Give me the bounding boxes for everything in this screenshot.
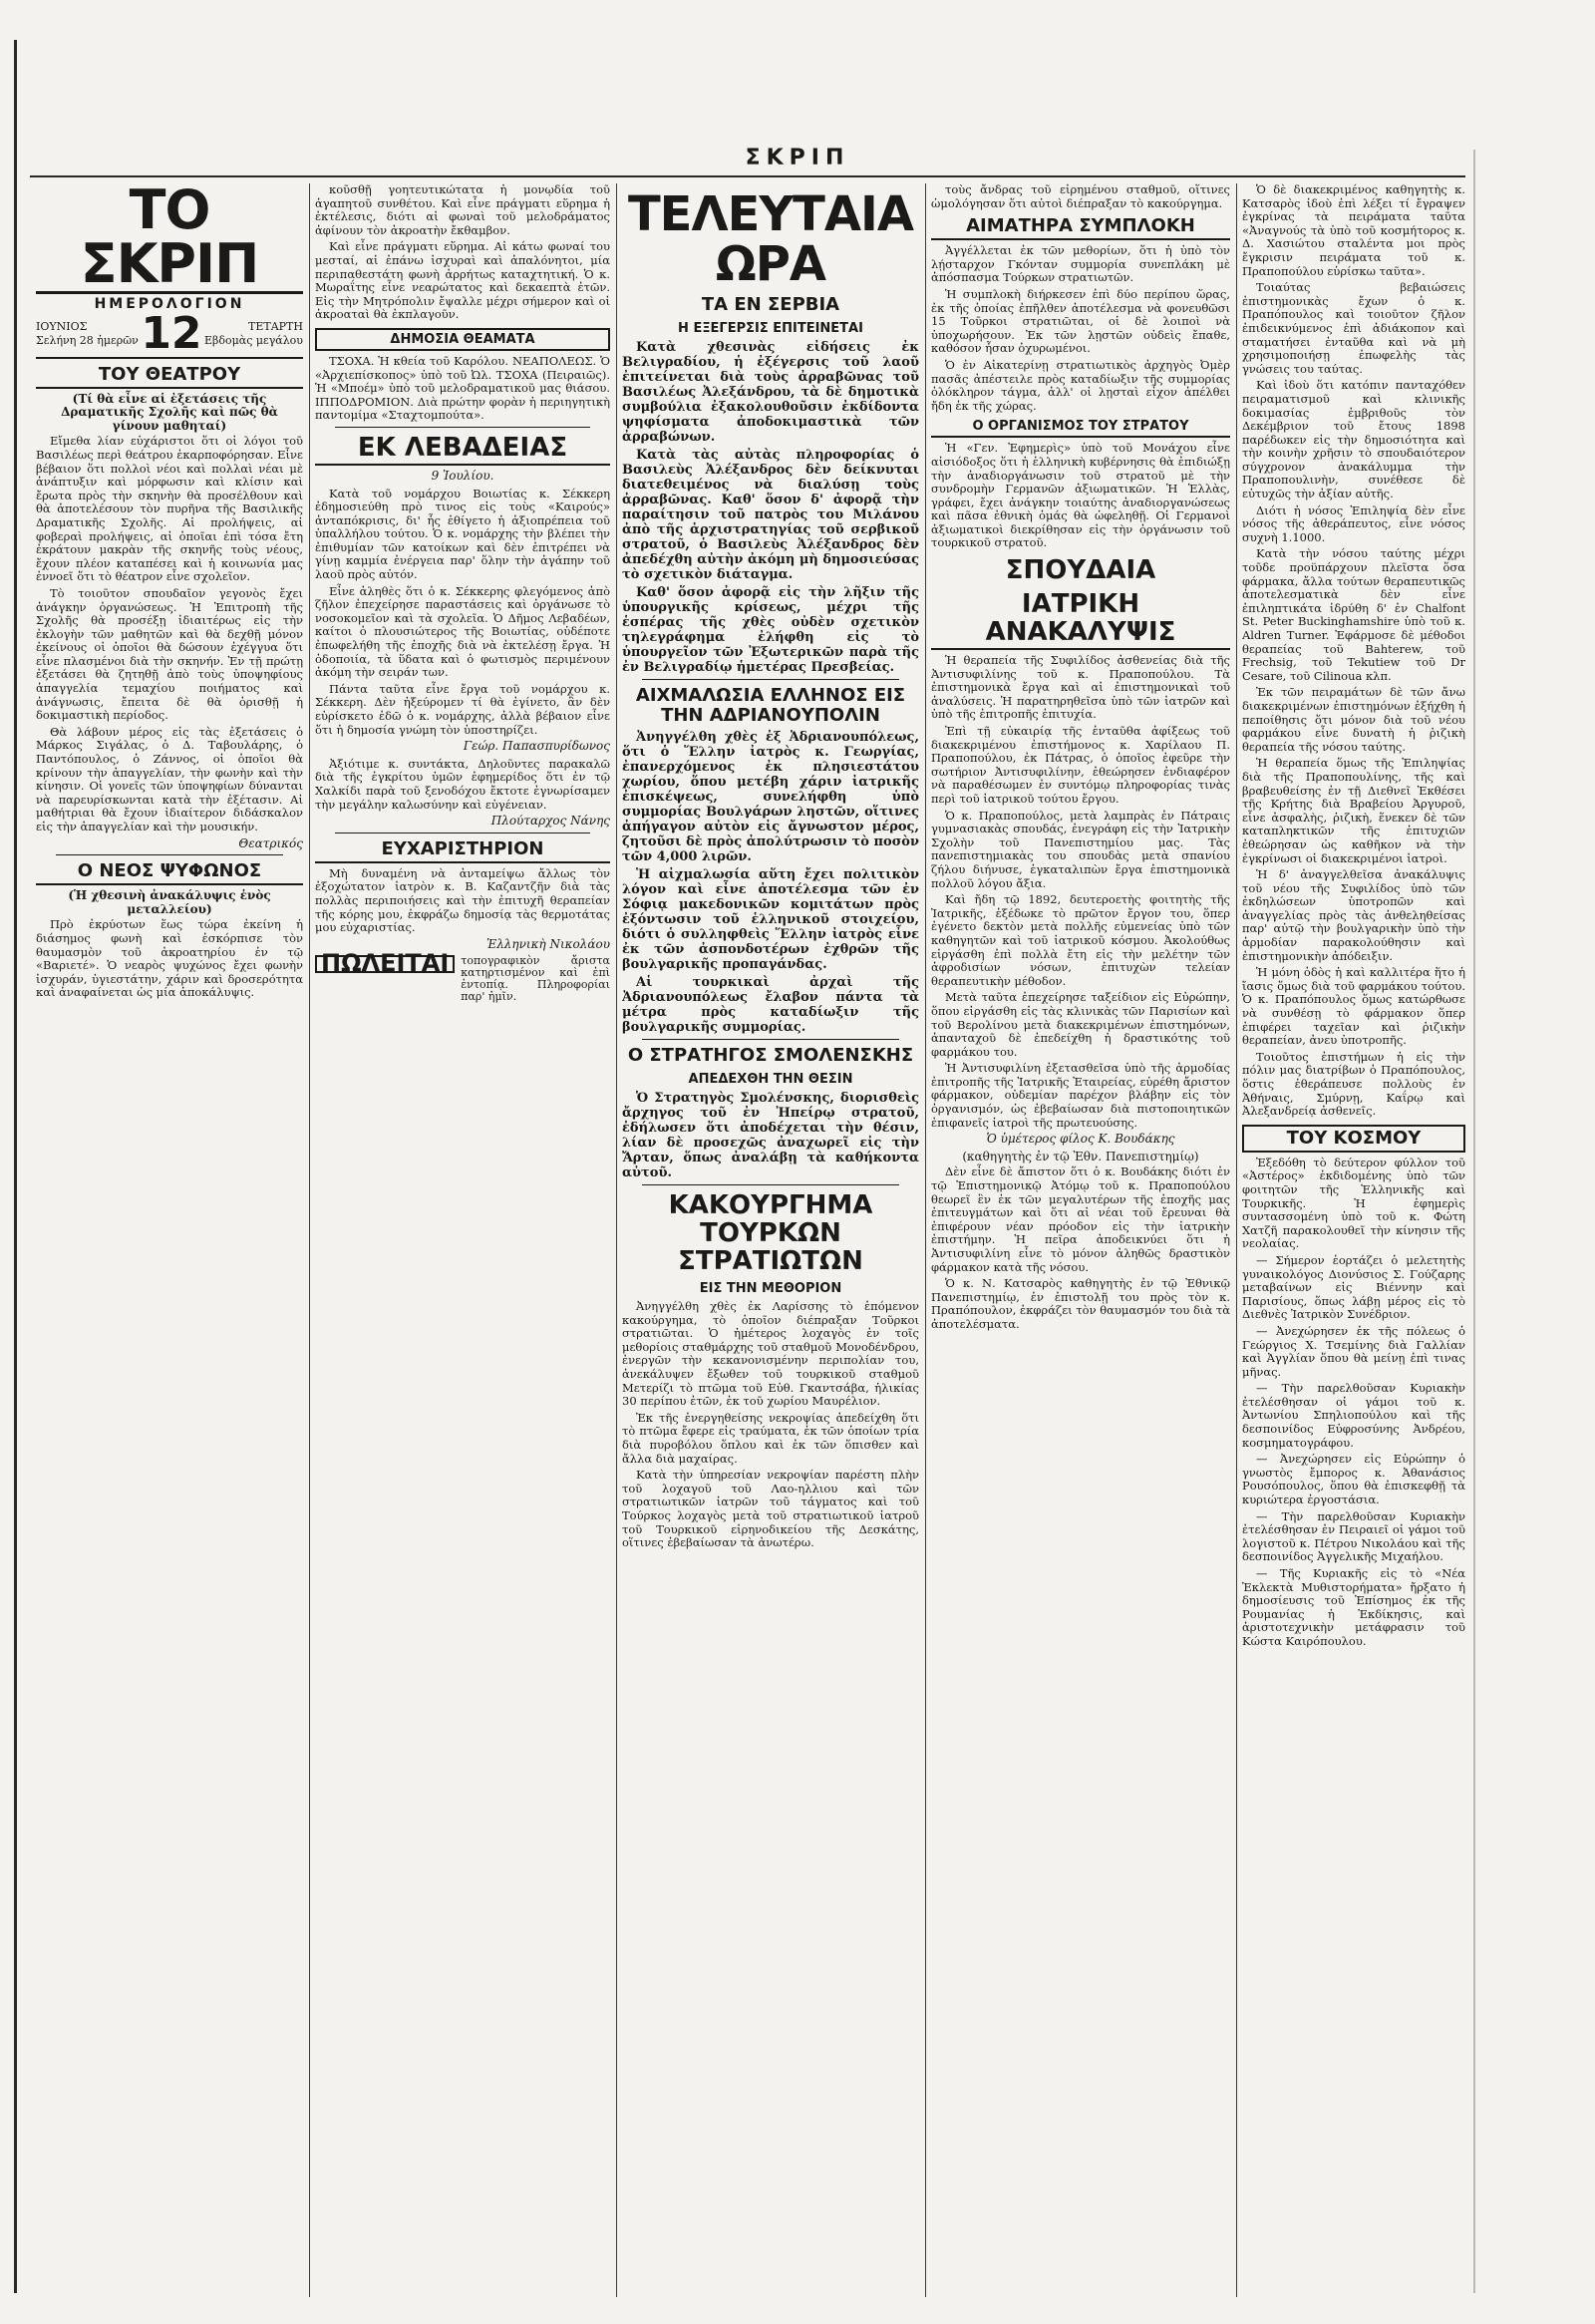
article-paragraph: Ἡ συμπλοκὴ διήρκεσεν ἐπὶ δύο περίπου ὥρας, ἐκ τῆς ὁποίας ἐπῆλθεν ἀποτέλεσμα νὰ φονευθῶσι 15 Τοῦρκοι στρατιῶται, οἱ δὲ λοιποὶ νὰ ὑποχωρήσουν. Ἐκ τῶν λῃστῶν οὐδεὶς ἔπαθε, καθόσον ἦσαν ὀχυρωμένοι. [931,286,1230,356]
header-rule [30,175,1465,177]
article-paragraph: Ἀνηγγέλθη χθὲς ἐξ Ἀδριανουπόλεως, ὅτι ὁ Ἕλλην ἰατρὸς κ. Γεωργίας, ἐπανερχόμενος ἐκ πλησιεστάτου χωρίου, ὅπου μετέβη χάριν ἰατρικῆς ἐπισκέψεως, συνελήφθη ὑπὸ συμμορίας Βουλγάρων ληστῶν, οἵτινες ἀπήγαγον αὐτὸν εἰς ἄγνωστον μέρος, ζητοῦσι δὲ πρὸς ἀπολύτρωσιν τὸ ποσὸν τῶν 4,000 λιρῶν. [622,730,919,864]
subhead-uprising: Η ΕΞΕΓΕΡΣΙΣ ΕΠΙΤΕΙΝΕΤΑΙ [678,321,863,336]
article-paragraph: — Σήμερον ἑορτάζει ὁ μελετητὴς γυναικολόγος Διονύσιος Σ. Γούζαρης μεταβαίνων εἰς Βιέννην καὶ Παρισίους, ὅπως λάβῃ μέρος εἰς τὸ Διεθνὲς Ἰατρικὸν Συνέδριον. [1242,1252,1465,1322]
article-paragraph: Ἐξεδόθη τὸ δεύτερον φύλλον τοῦ «Ἀστέρος» ἐκδιδομένης ὑπὸ τῶν φοιτητῶν τῆς Ἑλληνικῆς καὶ Τουρκικῆς. Ἡ ἐφημερὶς συντασσομένη ὑπὸ τοῦ κ. Φώτη Χατζῆ παρακολουθεῖ τὴν κίνησιν τῆς νεολαίας. [1242,1155,1465,1251]
article-paragraph: Ἡ Ἀντισυφιλίνη ἐξετασθεῖσα ὑπὸ τῆς ἁρμοδίας ἐπιτροπῆς τῆς Ἰατρικῆς Ἑταιρείας, εὑρέθη ἄριστον φάρμακον, οὐδεμίαν παρέχον βλάβην εἰς τὸν ὀργανισμόν, ὡς ἐβεβαίωσαν διὰ πιστοποιητικῶν ἐπιφανεῖς ἰατροὶ τῆς πρωτευούσης. [931,1061,1230,1130]
article-paragraph: Ἡ θεραπεία ὅμως τῆς Ἐπιληψίας διὰ τῆς Πραποπουλίνης, τῆς καὶ βραβευθείσης ἐν τῇ Διεθνεῖ Ἐκθέσει τῆς Κρήτης διὰ Βραβείου Ἀργυροῦ, εἶνε ἀσφαλὴς, ῥιζικὴ, ἕνεκεν δὲ τῶν καταπληκτικῶν τῆς ἐπιτυχιῶν ἐθεώρησαν ὡς καθῆκον νὰ τὴν ἐγκρίνωσι οἱ διακεκριμένοι ἰατροὶ. [1242,756,1465,865]
headline-public-shows: ΔΗΜΟΣΙΑ ΘΕΑΜΑΤΑ [315,328,610,351]
headline-smolenskis: Ο ΣΤΡΑΤΗΓΟΣ ΣΜΟΛΕΝΣΚΗΣ [627,1045,914,1066]
headline-society: ΤΟΥ ΚΟΣΜΟΥ [1242,1125,1465,1153]
kicker-theatre: (Τί θὰ εἶνε αἱ ἐξετάσεις τῆς Δραματικῆς Σχολῆς καὶ πῶς θὰ γίνουν μαθηταί) [61,391,278,433]
article-paragraph: Κατὰ τὴν νόσου ταύτης μέχρι τοῦδε προϋπάρχουν πλεῖστα ὅσα φάρμακα, ἄλλα τούτων θεραπευτικῶς ἀποτελεσματικὰ δὲν εἶνε ἐπιληπτικάτα ἰδρύθη δ' ἐν Chalfont St. Peter Buckinghamshire ὑπὸ τοῦ κ. Aldren Turner. Ἐφάρμοσε δὲ μέθοδοι θεραπείας τοῦ Bahterew, τοῦ Frechsig, τοῦ Tekutiew τοῦ Dr Cesare, τοῦ Cilinoua κλπ. [1242,546,1465,683]
article-paragraph: Ὁ κ. Ν. Κατσαρὸς καθηγητὴς ἐν τῷ Ἐθνικῷ Πανεπιστημίῳ, ἐν ἐπιστολῇ του πρὸς τὸν κ. Πραπόπουλον, ἐκφράζει τὸν θαυμασμόν του διὰ τὰ ἀποτελέσματα. [931,1276,1230,1331]
headline-crime: ΚΑΚΟΥΡΓΗΜΑ ΤΟΥΡΚΩΝ ΣΤΡΑΤΙΩΤΩΝ [668,1190,873,1276]
signature: Γεώρ. Παπασπυρίδωνος [463,739,610,754]
masthead-weekday: ΤΕΤΑΡΤΗ [248,320,303,333]
article-paragraph: Ἀγγέλλεται ἐκ τῶν μεθορίων, ὅτι ἡ ὑπὸ τὸν λῄσταρχον Γκόνταν συμμορία συνεπλάκη μὲ ἀπόσπασμα Τούρκων στρατιωτῶν. [931,243,1230,285]
signature-title: (καθηγητὴς ἐν τῷ Ἐθν. Πανεπιστημίῳ) [962,1149,1199,1163]
article-paragraph: Ἐκ τῆς ἐνεργηθείσης νεκροψίας ἀπεδείχθη ὅτι τὸ πτῶμα ἔφερε εἰς τραύματα, ἐκ τῶν ὁποίων τρία διὰ πυροβόλου ὅπλου καὶ ἐκ τῶν ὅπισθεν καὶ ἄλλα διὰ μαχαίρας. [622,1410,919,1466]
headline-levadeia: ΕΚ ΛΕΒΑΔΕΙΑΣ [315,434,610,466]
article-paragraph: — Ἀνεχώρησεν ἐκ τῆς πόλεως ὁ Γεώργιος Χ. Τσεμίνης διὰ Γαλλίαν καὶ Ἀγγλίαν ὅπου θὰ μείνῃ ἐπὶ τινας μῆνας. [1242,1323,1465,1379]
column-4 [931,183,1230,2297]
article-paragraph: Κατὰ τὴν ὑπηρεσίαν νεκροψίαν παρέστη πλὴν τοῦ λοχαγοῦ τοῦ Λαο-ηλλιου καὶ τῶν στρατιωτικῶν ἰατρῶν τοῦ τάγματος καὶ τοῦ Τούρκος λοχαγὸς μετὰ τοῦ στρατιωτικοῦ ἰατροῦ τοῦ Τουρκικοῦ εἰρηνοδικείου τῆς Δεσκάτης, οἵτινες ἐβεβαίωσαν τὰ ἀνωτέρω. [622,1468,919,1550]
article-paragraph: Ἡ «Γεν. Ἐφημερὶς» ὑπὸ τοῦ Μονάχου εἶνε αἰσιόδοξος ὅτι ἡ ἑλληνικὴ κυβέρνησις θὰ ἐπιδιώξῃ τὴν ἀναδιοργάνωσιν τοῦ στρατοῦ μὲ τὴν συνδρομὴν Γερμανῶν ἀξιωματικῶν. Ἡ Ἑλλὰς, γράφει, ἔχει ἀνάγκην τοιαύτης ἀναδιοργανώσεως καὶ πᾶσα ἐθνικὴ ὁμάς θὰ ὠφεληθῇ. Οἱ Γερμανοὶ ἀξιωματικοὶ διεκρίθησαν εἰς τὴν ὀργάνωσιν τοῦ τουρκικοῦ στρατοῦ. [931,441,1230,550]
signature: Ὁ ὑμέτερος φίλος Κ. Βουδάκης [986,1132,1175,1147]
signature: Πλούταρχος Νάνης [490,814,610,829]
kicker-new-tenor: (Ἡ χθεσινὴ ἀνακάλυψις ἑνὸς μεταλλείου) [68,888,271,916]
article-paragraph: Καὶ ἤδη τῷ 1892, δευτεροετὴς φοιτητὴς τῆς Ἰατρικῆς, ἐξέδωκε τὸ πρῶτον ἔργον του, ὅπερ ἐγένετο δεκτὸν μετὰ πολλῆς εὐμενείας ὑπὸ τῶν καθηγητῶν καὶ τοῦ ἰατρικοῦ κόσμου. Ἀκολούθως εἰργάσθη ἐπὶ πολλὰ ἔτη εἰς τὴν μελέτην τῶν ἀφροδισίων νόσων, ἐπιτυχὼν τελείαν θεραπευτικὴν μέθοδον. [931,892,1230,988]
article-paragraph: — Ἀνεχώρησεν εἰς Εὐρώπην ὁ γνωστὸς ἔμπορος κ. Ἀθανάσιος Ρουσόπουλος, ὅπου θὰ ἐπισκεφθῇ τὰ κυριώτερα ἐργοστάσια. [1242,1452,1465,1507]
article-paragraph: Ἐκ τῶν πειραμάτων δὲ τῶν ἄνω διακεκριμένων ἐπιστημόνων ἐξήχθη ἡ πεποίθησις ὅτι μόνον διὰ τοῦ νέου φαρμάκου εἶνε δυνατὴ ἡ ῥιζικὴ θεραπεία τῆς νόσου ταύτης. [1242,685,1465,754]
divider [642,1039,899,1040]
column-divider [1236,183,1237,2297]
running-head: ΣΚΡΙΠ [745,146,850,170]
masthead-subtitle: ΗΜΕΡΟΛΟΓΙΟΝ [94,296,245,312]
article-paragraph: Διότι ἡ νόσος Ἐπιληψία δὲν εἶνε νόσος τῆς ἀθεράπευτος, εἶνε νόσος συχνὴ 1.1000. [1242,502,1465,544]
column-5 [1242,183,1465,2297]
article-paragraph: Ἀνηγγέλθη χθὲς ἐκ Λαρίσσης τὸ ἑπόμενον κακούργημα, τὸ ὁποῖον διέπραξαν Τοῦρκοι στρατιῶται. Ὁ ἡμέτερος λοχαγὸς ἐν τοῖς μεθορίοις σταθμάρχης τοῦ σταθμοῦ Μονοδένδρου, ἐνεργῶν τὴν κεκανονισμένην περιπολίαν του, ἀνεκάλυψεν ἔξωθεν τοῦ τουρκικοῦ σταθμοῦ Μετερίζι τὸ πτῶμα τοῦ Εὐθ. Γκαντσάβα, ἡλικίας 30 περίπου ἐτῶν, ἐκ τοῦ χωρίου Μαυρέλιον. [622,1299,919,1409]
column-divider [925,183,926,2297]
headline-serbia: ΤΑ ΕΝ ΣΕΡΒΙΑ [701,294,840,315]
masthead-day: 12 [141,307,202,359]
article-paragraph: Πάντα ταῦτα εἶνε ἔργα τοῦ νομάρχου κ. Σέκκερη. Δὲν ἠξεύρομεν τί θὰ ἐγίνετο, ἂν δὲν εὑρίσκετο ἐδῶ ὁ κ. νομάρχης, ἀλλὰ βέβαιον εἶνε ὅτι ἡ δημοσία γνώμη τὸν ὑποστηρίζει. [315,681,610,737]
article-paragraph: Ὁ κ. Πραποπούλος, μετὰ λαμπρὰς ἐν Πάτραις γυμνασιακὰς σπουδάς, ἐνεγράφη εἰς τὴν Ἰατρικὴν Σχολὴν τοῦ Πανεπιστημίου μας. Τὰς πανεπιστημιακὰς του σπουδὰς μετὰ σπανίου ζήλου διήνυσε, ἐγκαταλιπὼν ἔργα ἐπιστημονικὰ πολλοῦ λόγου ἄξια. [931,808,1230,890]
divider [642,1184,899,1185]
divider [335,832,590,833]
article-paragraph: Καὶ εἶνε πράγματι εὕρημα. Αἱ κάτω φωναί του μεσταί, αἱ ἐπάνω ἰσχυραὶ καὶ ἀπαλόνητοι, μία περιπαθεστάτη φωνὴ ἀρρήτως καταχτητική. Ὁ κ. Μωραΐτης εἶνε νεαρώτατος καὶ δεκαεπτὰ ἐτῶν. Εἰς τὴν Μητρόπολιν ἔψαλλε μέχρι σήμερον καὶ οἱ ἀκροαταὶ θὰ ἐκπλαγοῦν. [315,239,610,322]
article-paragraph: Τοιαύτας βεβαιώσεις ἐπιστημονικὰς ἔχων ὁ κ. Πραπόπουλος καὶ τοιοῦτον ζῆλον ἐπιδεικνύμενος ἐπὶ ἀδιάκοπον καὶ σταματήσει ἐνταῦθα καὶ νὰ μὴ χρησιμοποιήσῃ ἐπωφελὴς τὰς γνώσεις του ταύτας. [1242,280,1465,376]
page-edge-right [1473,150,1475,2293]
headline-army-organisation: Ο ΟΡΓΑΝΙΣΜΟΣ ΤΟΥ ΣΤΡΑΤΟΥ [931,419,1230,438]
article-paragraph: Κατὰ τοῦ νομάρχου Βοιωτίας κ. Σέκκερη ἐδημοσιεύθη πρὸ τινος εἰς τοὺς «Καιρούς» ἀνταπόκρισις, δι' ἧς ἐθίγετο ἡ ἀξιοπρέπεια τοῦ ὑπαλλήλου τούτου. Ὁ κ. νομάρχης τὴν βλέπει τὴν ἐπιθυμίαν τῶν κατοίκων καὶ δὲν ἐπιτρέπει νὰ γίνῃ καμμία ἐνέργεια παρ' ὅλην τὴν ἀγάπην τοῦ λαοῦ πρὸς αὐτόν. [315,486,610,582]
article-paragraph: Ἀξιότιμε κ. συντάκτα, Δηλοῦντες παρακαλῶ διὰ τῆς ἐγκρίτου ὑμῶν ἐφημερίδος ὅτι ἐν τῷ Χαλκίδι παρὰ τοῦ ξενοδόχου ἔκτοτε ἐγνωρίσαμεν τὴν μεγάλην καλωσύνην καὶ εὐγένειαν. [315,756,610,812]
masthead-title: ΤΟ ΣΚΡΙΠ [36,183,303,294]
article-paragraph: — Τῆς Κυριακῆς εἰς τὸ «Νέα Ἐκλεκτὰ Μυθιστορήματα» ἤρξατο ἡ δημοσίευσις τοῦ Ἐπίσημος ἐκ τῆς Ρουμανίας ἡ Ἐκδίκησις, καὶ ἀριστοτεχνικὴν μετάφρασιν τοῦ Κώστα Καιρόπουλου. [1242,1566,1465,1648]
article-paragraph: Ὁ Στρατηγὸς Σμολένσκης, διορισθεὶς ἄρχηγος τοῦ ἐν Ἠπείρῳ στρατοῦ, ἐδήλωσεν ὅτι ἀποδέχεται τὴν θέσιν, λίαν δὲ προσεχῶς ἀναχωρεῖ εἰς τὴν Ἄρταν, ὅπως ἀναλάβῃ τὰ καθήκοντα αὐτοῦ. [622,1091,919,1180]
article-paragraph: Δὲν εἶνε δὲ ἄπιστον ὅτι ὁ κ. Βουδάκης διότι ἐν τῷ Ἐπιστημονικῷ Ἀτόμῳ τοῦ κ. Πραποπούλου θεωρεῖ ἓν ἐκ τῶν μεγαλυτέρων τῆς ἐποχῆς μας ἐπιτευγμάτων καὶ ὅτι αἱ νέαι τοῦ ἔρευναι θὰ ἐπιφέρουν νέαν πρόοδον εἰς τὴν ἰατρικὴν ἐπιστήμην. Ἡ πεῖρα ἀποδεικνύει ὅτι ἡ Ἀντισυφιλίνη εἶνε τὸ μόνον ἀληθῶς δραστικὸν φάρμακον κατὰ τῆς νόσου. [931,1164,1230,1274]
page-edge-left [14,40,17,2293]
article-paragraph: Θὰ λάβουν μέρος εἰς τὰς ἐξετάσεις ὁ Μάρκος Σιγάλας, ὁ Δ. Ταβουλάρης, ὁ Παντόπουλος, ὁ Ζάννος, οἱ ὁποῖοι θὰ κρίνουν τὴν ἀπαγγελίαν, τὴν φωνὴν καὶ τὴν κίνησιν. Οἱ γονεῖς τῶν ὑποψηφίων δύνανται νὰ παρευρίσκωνται κατὰ τὴν ἐξέτασιν. Αἱ μαθήτριαι θὰ ἔχουν ἰδιαίτερον διδάσκαλον εἰς τὴν ἀπαγγελίαν καὶ τὴν μουσικήν. [36,724,303,833]
article-paragraph: κοῦσθῇ γοητευτικώτατα ἡ μονῳδία τοῦ ἀγαπητοῦ συνθέτου. Καὶ εἶνε πράγματι εὕρημα ἡ ἐκτέλεσις, διότι αἱ φωναὶ τοῦ μελοδράματος ἀφίνουν τὸν ἀκροατὴν ἔκθαμβον. [315,183,610,237]
classified-ad [315,949,610,1004]
article-paragraph: Καθ' ὅσον ἀφορᾷ εἰς τὴν λῆξιν τῆς ὑπουργικῆς κρίσεως, μέχρι τῆς ἑσπέρας τῆς χθὲς οὐδὲν σχετικὸν τηλεγράφημα ἐλήφθη εἰς τὸ ὑπουργεῖον τῶν Ἐξωτερικῶν παρὰ τῆς ἐν Βελιγραδίῳ ἡμετέρας Πρεσβείας. [622,585,919,675]
classified-ad-word: ΠΩΛΕΙΤΑΙ [315,955,455,973]
masthead-moon: Σελήνη 28 ἡμερῶν [36,333,139,347]
headline-important: ΣΠΟΥΔΑΙΑ [1005,555,1156,586]
article-paragraph: Πρὸ ἐκρύοτων ἕως τώρα ἐκείνη ἡ διάσημος φωνὴ καὶ ἐσκόρπισε τὸν θαυμασμὸν τοῦ ἀκροατηρίου ἐν τῷ «Βαριετέ». Ὁ νεαρὸς ψυχώνος ἔχει φωνὴν ἰσχυράν, ὑγιεστάτην, χάριν καὶ δροσερότητα καὶ ἀναφαίνεται ὡς μία ἀποκάλυψις. [36,917,303,1000]
subhead-crime: ΕΙΣ ΤΗΝ ΜΕΘΟΡΙΟΝ [699,1281,842,1296]
column-divider [616,183,617,2297]
article-paragraph: Ὁ δὲ διακεκριμένος καθηγητὴς κ. Κατσαρὸς ἰδοὺ ἐπὶ λέξει τί ἔγραψεν ἐγκρίνας τὰ πειράματα ταῦτα «Ἀναγνούς τὰ ὑπὸ τοῦ κοσμήτορος κ. Δ. Χασιώτου σταλέντα μοι πρὸς ἔγκρισιν πειράματα τοῦ κ. Πραποπούλου εὑρίσκω ταῦτα». [1242,183,1465,278]
article-paragraph: τοὺς ἄνδρας τοῦ εἰρημένου σταθμοῦ, οἵτινες ὡμολόγησαν ὅτι αὐτοὶ διέπραξαν τὸ κακούργημα. [931,183,1230,210]
headline-bloody-clash: ΑΙΜΑΤΗΡΑ ΣΥΜΠΛΟΚΗ [931,216,1230,240]
article-paragraph: Ἡ μόνη ὁδὸς ἡ καὶ καλλιτέρα ἥτο ἡ ἴασις ὅμως διὰ τοῦ φαρμάκου τούτου. Ὁ κ. Πραπόπουλος ὅμως κατώρθωσε νὰ συνθέσῃ τὸ φάρμακον ὅπερ ἐπιφέρει ταχεῖαν καὶ ῥιζικὴν θεραπείαν, ἀνευ ὑποτροπῆς. [1242,965,1465,1048]
column-divider [309,183,310,2297]
classified-ad-text: τοπογραφικὸν ἄριστα κατηρτισμένον καὶ ἐπὶ ἐντοπίᾳ. Πληροφορίαι παρ' ἡμῖν. [461,954,610,1004]
article-paragraph: Αἱ τουρκικαὶ ἀρχαὶ τῆς Ἀδριανουπόλεως ἔλαβον πάντα τὰ μέτρα πρὸς καταδίωξιν τῆς βουλγαρικῆς συμμορίας. [622,975,919,1035]
article-paragraph: Μετὰ ταῦτα ἐπεχείρησε ταξείδιον εἰς Εὐρώπην, ὅπου εἰργάσθη εἰς τὰς κλινικὰς τῶν Παρισίων καὶ τοῦ Βερολίνου μετὰ διακεκριμένων ἐπιστημόνων, ἀπανταχοῦ δὲ ἐπεδείχθη ἡ δραστικότης τοῦ φαρμάκου του. [931,990,1230,1059]
article-paragraph: Κατὰ χθεσινὰς εἰδήσεις ἐκ Βελιγραδίου, ἡ ἐξέγερσις τοῦ λαοῦ ἐπιτείνεται διὰ τοὺς ἀρραβῶνας τοῦ Βασιλέως Ἀλεξάνδρου, τὰ δὲ δημοτικὰ συμβούλια ἐξακολουθοῦσιν ἐκδίδοντα ψηφίσματα ἀποδοκιμαστικὰ τῶν ἀρραβώνων. [622,340,919,445]
column-1 [36,183,303,2297]
divider [642,679,899,680]
article-paragraph: Ἐπὶ τῇ εὐκαιρίᾳ τῆς ἐνταῦθα ἀφίξεως τοῦ διακεκριμένου ἐπιστήμονος κ. Χαρίλαου Π. Πραποπούλου, ἐκ Πάτρας, ὁ ὁποῖος ἐφεῦρε τὴν σωτήριον Ἀντισυφιλίνην, ἐθεώρησεν ἐνδιαφέρον νὰ παραθέσωμεν ἐν συντόμῳ πληροφορίας τινὰς περὶ τοῦ ἰατρικοῦ τούτου ἔργου. [931,724,1230,806]
headline-last-hour: ΤΕΛΕΥΤΑΙΑ ΩΡΑ [627,186,914,292]
masthead-dateline [36,307,303,359]
headline-new-tenor: Ο ΝΕΟΣ ΨΥΦΩΝΟΣ [36,861,303,885]
article-paragraph: Τοιοῦτος ἐπιστήμων ἡ εἰς τὴν πόλιν μας διατρίβων ὁ Πραπόπουλος, ὅστις ἐθεράπευσε πολλοὺς ἐν Ἀθήναις, Σμύρνῃ, Καΐρῳ καὶ Ἀλεξανδρείᾳ ἀσθενεῖς. [1242,1049,1465,1119]
headline-captivity: ΑΙΧΜΑΛΩΣΙΑ ΕΛΛΗΝΟΣ ΕΙΣ ΤΗΝ ΑΔΡΙΑΝΟΥΠΟΛΙΝ [635,685,906,726]
article-paragraph: — Τὴν παρελθοῦσαν Κυριακὴν ἐτελέσθησαν ἐν Πειραιεῖ οἱ γάμοι τοῦ λογιστοῦ κ. Πέτρου Νικολάου καὶ τῆς δεσποινίδος Ἀγγελικῆς Μιχαήλου. [1242,1508,1465,1564]
article-paragraph: Εἴμεθα λίαν εὐχάριστοι ὅτι οἱ λόγοι τοῦ Βασιλέως περὶ θεάτρου ἐκαρποφόρησαν. Εἶνε βέβαιον ὅτι πολλοὶ νέοι καὶ πολλαὶ νέαι μὲ ἀνάπτυξιν καὶ μόρφωσιν καὶ κλίσιν καὶ ἔρωτα πρὸς τὴν σκηνὴν θὰ προσέλθουν καὶ θὰ ἀποτελέσουν τὸν πυρῆνα τῆς Βασιλικῆς Δραματικῆς Σχολῆς. Αἱ προλήψεις, αἱ φοβεραὶ προλήψεις, αἱ ὁποῖαι ἐπὶ τόσα ἔτη ἐκράτουν μακρὰν τῆς σκηνῆς τοὺς νέους, ἔχουν πλέον καταπέσει καὶ ἡ κοινωνία μας ἐννοεῖ ὅτι τὸ θέατρον εἶνε σχολεῖον. [36,434,303,584]
divider [56,854,283,855]
column-3 [622,183,919,2297]
article-paragraph: Μὴ δυναμένη νὰ ἀνταμείψω ἄλλως τὸν ἐξοχώτατον ἰατρὸν κ. Β. Καζαντζῆν διὰ τὰς πολλὰς περιποιήσεις καὶ τὴν ἐπιτυχῆ θεραπείαν τῆς κόρης μου, ἐκφράζω δημοσίᾳ τὰς θερμοτάτας μου εὐχαριστίας. [315,865,610,935]
dateline-levadeia: 9 Ἰουλίου. [431,468,494,483]
article-paragraph: Εἶνε ἀληθὲς ὅτι ὁ κ. Σέκκερης φλεγόμενος ἀπὸ ζῆλον ἐπεχείρησε παραστάσεις καὶ ὀργάνωσε τὸ νοσοκομεῖον καὶ τὰ σχολεῖα. Ὁ Δῆμος Λεβαδέων, καίτοι ὁ πλουσιώτερος τῆς Βοιωτίας, οὐδέποτε ἐπωφελήθη τῆς ἐποχῆς διὰ νὰ ἐκτελέσῃ ἔργα. Ἡ ὁδοποιία, τὰ ὕδατα καὶ ὁ φωτισμὸς περιμένουν ἀκόμη τὴν σειράν των. [315,583,610,680]
headline-medical-discovery: ΙΑΤΡΙΚΗ ΑΝΑΚΑΛΥΨΙΣ [931,590,1230,650]
headline-theatre: ΤΟΥ ΘΕΑΤΡΟΥ [36,365,303,389]
masthead-month: ΙΟΥΝΙΟΣ [36,320,88,333]
article-paragraph: — Τὴν παρελθοῦσαν Κυριακὴν ἐτελέσθησαν οἱ γάμοι τοῦ κ. Ἀντωνίου Σπηλιοπούλου καὶ τῆς δεσποινίδος Εὐφροσύνης Ἀνδρέου, κοσμηματογράφου. [1242,1381,1465,1450]
article-paragraph: Καὶ ἰδοὺ ὅτι κατόπιν πανταχόθεν πειραματισμοῦ καὶ κλινικῆς δοκιμασίας ἐμβριθοῦς τὸν Δεκέμβριον τοῦ ἔτους 1898 παρέδωκεν εἰς τὴν δημοσιότητα καὶ τὴν κοινὴν χρῆσιν τὸ σπουδαιότερον σύγχρονον ἀνακάλυμμα τὴν Πραποπουλινὴν, συνέθεσε δὲ εὐτυχῶς τὴν ἀξίαν αὐτῆς. [1242,378,1465,501]
signature: Θεατρικός [238,835,303,850]
headline-thanks: ΕΥΧΑΡΙΣΤΗΡΙΟΝ [315,839,610,863]
signature: Ἑλληνικὴ Νικολάου [486,936,610,951]
masthead-week: Εβδομὰς μεγάλου [203,333,303,347]
article-paragraph: Ὁ ἐν Αἰκατερίνῃ στρατιωτικὸς ἀρχηγὸς Ὀμὲρ πασᾶς ἀπέστειλε πρὸς καταδίωξιν τῆς συμμορίας ὁλόκληρον τάγμα, ἀλλ' οἱ λῃσταὶ εἶχον ἀπέλθει ἤδη ἐκ τῆς χώρας. [931,357,1230,413]
article-paragraph: Τὸ τοιοῦτον σπουδαῖον γεγονὸς ἔχει ἀνάγκην ὀργανώσεως. Ἡ Ἐπιτροπὴ τῆς Σχολῆς θὰ προσέξῃ ἰδιαιτέρως εἰς τὴν ἐκλογὴν τῶν μαθητῶν καὶ θὰ δεχθῇ μόνον ἐκείνους οἱ ὁποῖοι θὰ δώσουν ἐχέγγυα ὅτι εἶνε πλασμένοι διὰ τὴν σκηνήν. Ἐν τῇ πρώτῃ ἐξετάσει θὰ ζητηθῇ ἀπὸ τοὺς ὑποψηφίους ἀπαγγελία τεμαχίου ποιήματος καὶ ἀνάγνωσις, ἔπειτα δὲ θὰ ὁρισθῇ ἡ δοκιμαστικὴ περίοδος. [36,585,303,723]
subhead-smolenskis: ΑΠΕΔΕΧΘΗ ΤΗΝ ΘΕΣΙΝ [688,1072,853,1087]
column-2 [315,183,610,2297]
article-paragraph: Ἡ δ' ἀναγγελθεῖσα ἀνακάλυψις τοῦ νέου τῆς Συφιλίδος ὑπὸ τῶν ἐκδηλώσεων ὑποτροπῶν καὶ ἀναγγελίας πρὸς τὰς ἀνθεληθείσας παρ' αὐτῷ τὴν βουλγαρικὴν ὑπὸ τὴν ἁρμοδίαν παρακολούθησιν καὶ ἐπιστημονικὴν ἀπόδειξιν. [1242,867,1465,963]
article-paragraph: Ἡ αἰχμαλωσία αὕτη ἔχει πολιτικὸν λόγον καὶ εἶνε ἀποτέλεσμα τῶν ἐν Σόφιᾳ μακεδονικῶν κομιτάτων πρὸς ἐξόντωσιν τοῦ ἑλληνικοῦ στοιχείου, διότι ὁ συλληφθεὶς Ἕλλην ἰατρὸς εἶνε ἐκ τῶν ἀσπονδοτέρων ἐχθρῶν τῆς βουλγαρικῆς προπαγάνδας. [622,867,919,972]
article-paragraph: Κατὰ τὰς αὐτὰς πληροφορίας ὁ Βασιλεὺς Ἀλέξανδρος δὲν δείκνυται διατεθειμένος νὰ διαλύσῃ τοὺς ἀρραβῶνας. Καθ' ὅσον δ' ἀφορᾷ τὴν παραίτησιν τοῦ πατρὸς του Μιλάνου ἀπὸ τῆς ἀρχιστρατηγίας τοῦ σερβικοῦ στρατοῦ, ὁ Βασιλεὺς Ἀλέξανδρος δὲν ἀπεδέχθη αὐτὴν ἀκόμη μὴ δημοσιεύσας τὸ σχετικὸν διάταγμα. [622,448,919,582]
article-paragraph: Ἡ θεραπεία τῆς Συφιλίδος ἀσθενείας διὰ τῆς Ἀντισυφιλίνης τοῦ κ. Πραποπούλου. Τὰ ἐπιστημονικὰ ἔργα καὶ αἱ ἐπιστημονικαὶ τοῦ ἀναλύσεις. Ἡ παρατηρηθεῖσα ὑπὸ τῶν ἰατρῶν καὶ ὑπὸ τῆς ἐπιτροπῆς ἐπιτυχία. [931,653,1230,722]
divider [335,427,590,428]
article-paragraph: ΤΣΟΧΑ. Ἡ κθεία τοῦ Καρόλου. ΝΕΑΠΟΛΕΩΣ. Ὁ «Ἀρχιεπίσκοπος» ὑπὸ τοῦ Ὠλ. ΤΣΟΧΑ (Πειραιῶς). Ἡ «Μποέμ» ὑπὸ τοῦ μελοδραματικοῦ μας θιάσου. ΙΠΠΟΔΡΟΜΙΟΝ. Διὰ πρώτην φορὰν ἡ περιηγητικὴ παντομίμα «Σταχτομπούτα». [315,353,610,423]
